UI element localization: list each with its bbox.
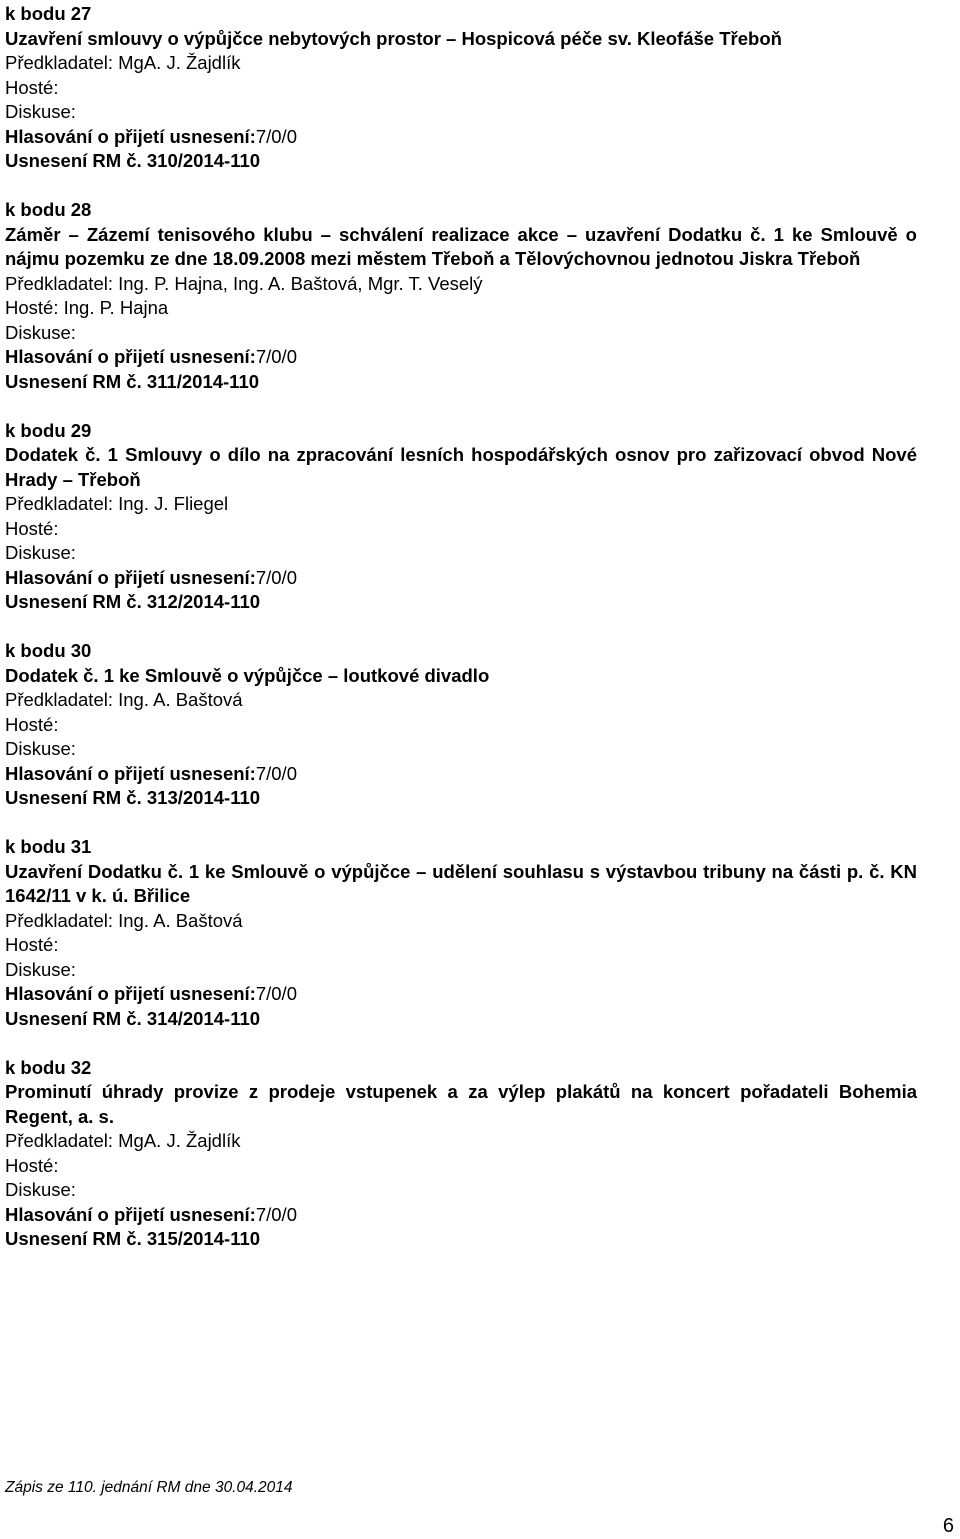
- hoste-label: Hosté:: [5, 713, 59, 735]
- item-hoste: [5, 76, 917, 101]
- hoste-label: Hosté:: [5, 297, 59, 318]
- item-heading: k bodu 29: [5, 419, 92, 441]
- agenda-item-31: [5, 835, 917, 1031]
- item-heading: k bodu 28: [5, 199, 92, 220]
- vote-label: Hlasování o přijetí usnesení:: [5, 566, 256, 588]
- predkladatel-value: MgA. J. Žajdlík: [118, 52, 241, 73]
- hoste-label: Hosté:: [5, 76, 59, 98]
- item-vote: [5, 982, 917, 1007]
- hoste-label: Hosté:: [5, 934, 59, 955]
- item-predkladatel: [5, 272, 917, 297]
- diskuse-label: Diskuse:: [5, 738, 76, 759]
- agenda-item-28: [5, 198, 917, 394]
- item-resolution: Usnesení RM č. 313/2014-110: [5, 787, 261, 808]
- item-heading: k bodu 30: [5, 640, 92, 661]
- vote-label: Hlasování o přijetí usnesení:: [5, 983, 256, 1004]
- agenda-item-32: [5, 1056, 917, 1252]
- item-vote: [5, 345, 917, 370]
- agenda-item-30: [5, 639, 917, 811]
- item-subject: Dodatek č. 1 ke Smlouvě o výpůjčce – loutkové divadlo: [5, 664, 490, 686]
- diskuse-label: Diskuse:: [5, 321, 76, 343]
- item-heading: k bodu 27: [5, 3, 92, 24]
- item-diskuse: [5, 321, 917, 346]
- item-resolution: Usnesení RM č. 311/2014-110: [5, 370, 260, 392]
- predkladatel-label: Předkladatel:: [5, 272, 113, 294]
- item-resolution: Usnesení RM č. 312/2014-110: [5, 591, 261, 612]
- item-hoste: [5, 713, 917, 738]
- predkladatel-label: Předkladatel:: [5, 493, 113, 514]
- item-resolution: Usnesení RM č. 310/2014-110: [5, 150, 261, 171]
- item-vote: [5, 1203, 917, 1228]
- predkladatel-label: Předkladatel:: [5, 52, 113, 73]
- predkladatel-label: Předkladatel:: [5, 909, 113, 931]
- vote-label: Hlasování o přijetí usnesení:: [5, 762, 256, 784]
- predkladatel-value: Ing. J. Fliegel: [118, 493, 229, 514]
- item-predkladatel: [5, 492, 917, 517]
- vote-label: Hlasování o přijetí usnesení:: [5, 125, 256, 147]
- vote-value: 7/0/0: [255, 566, 297, 588]
- predkladatel-value: MgA. J. Žajdlík: [118, 1130, 241, 1151]
- diskuse-label: Diskuse:: [5, 101, 76, 122]
- item-heading: k bodu 31: [5, 836, 92, 857]
- agenda-item-27: [5, 2, 917, 174]
- item-diskuse: [5, 737, 917, 762]
- predkladatel-value: Ing. A. Baštová: [118, 689, 243, 710]
- item-subject: Prominutí úhrady provize z prodeje vstupenek a za výlep plakátů na koncert pořadateli Bohemia Regent, a. s.: [5, 1081, 917, 1127]
- item-hoste: [5, 933, 917, 958]
- hoste-value: Ing. P. Hajna: [63, 297, 169, 318]
- vote-label: Hlasování o přijetí usnesení:: [5, 1203, 256, 1225]
- item-diskuse: [5, 100, 917, 125]
- vote-value: 7/0/0: [255, 762, 297, 784]
- page-footer: Zápis ze 110. jednání RM dne 30.04.2014: [5, 1479, 293, 1496]
- diskuse-label: Diskuse:: [5, 542, 76, 563]
- vote-label: Hlasování o přijetí usnesení:: [5, 346, 256, 367]
- item-resolution: Usnesení RM č. 315/2014-110: [5, 1228, 261, 1249]
- predkladatel-label: Předkladatel:: [5, 689, 113, 710]
- diskuse-label: Diskuse:: [5, 1179, 76, 1200]
- item-predkladatel: [5, 909, 917, 934]
- item-hoste: [5, 1154, 917, 1179]
- hoste-label: Hosté:: [5, 1154, 59, 1176]
- item-subject: Záměr – Zázemí tenisového klubu – schválení realizace akce – uzavření Dodatku č. 1 ke Smlouvě o nájmu pozemku ze dne 18.09.2008 mezi městem Třeboň a Tělovýchovnou jednotou Jiskra Třeboň: [5, 223, 917, 269]
- item-subject: Uzavření smlouvy o výpůjčce nebytových prostor – Hospicová péče sv. Kleofáše Třeboň: [5, 27, 782, 49]
- item-heading: k bodu 32: [5, 1056, 92, 1078]
- item-diskuse: [5, 958, 917, 983]
- agenda-item-29: [5, 419, 917, 615]
- diskuse-label: Diskuse:: [5, 958, 76, 980]
- item-vote: [5, 566, 917, 591]
- page-number: 6: [942, 1515, 954, 1537]
- item-predkladatel: [5, 1129, 917, 1154]
- item-diskuse: [5, 1178, 917, 1203]
- vote-value: 7/0/0: [255, 125, 297, 147]
- item-predkladatel: [5, 51, 917, 76]
- vote-value: 7/0/0: [255, 983, 297, 1004]
- predkladatel-label: Předkladatel:: [5, 1130, 113, 1151]
- item-hoste: [5, 296, 917, 321]
- item-resolution: Usnesení RM č. 314/2014-110: [5, 1007, 261, 1029]
- hoste-label: Hosté:: [5, 517, 59, 539]
- item-subject: Uzavření Dodatku č. 1 ke Smlouvě o výpůjčce – udělení souhlasu s výstavbou tribuny na části p. č. KN 1642/11 v k. ú. Břilice: [5, 860, 917, 906]
- item-vote: [5, 762, 917, 787]
- item-vote: [5, 125, 917, 150]
- item-subject: Dodatek č. 1 Smlouvy o dílo na zpracování lesních hospodářských osnov pro zařizovací obvod Nové Hrady – Třeboň: [5, 444, 917, 490]
- vote-value: 7/0/0: [255, 1203, 297, 1225]
- document-page: [5, 2, 917, 1276]
- item-diskuse: [5, 541, 917, 566]
- predkladatel-value: Ing. A. Baštová: [118, 909, 243, 931]
- item-hoste: [5, 517, 917, 542]
- item-predkladatel: [5, 688, 917, 713]
- vote-value: 7/0/0: [255, 346, 297, 367]
- predkladatel-value: Ing. P. Hajna, Ing. A. Baštová, Mgr. T. Veselý: [118, 272, 483, 294]
